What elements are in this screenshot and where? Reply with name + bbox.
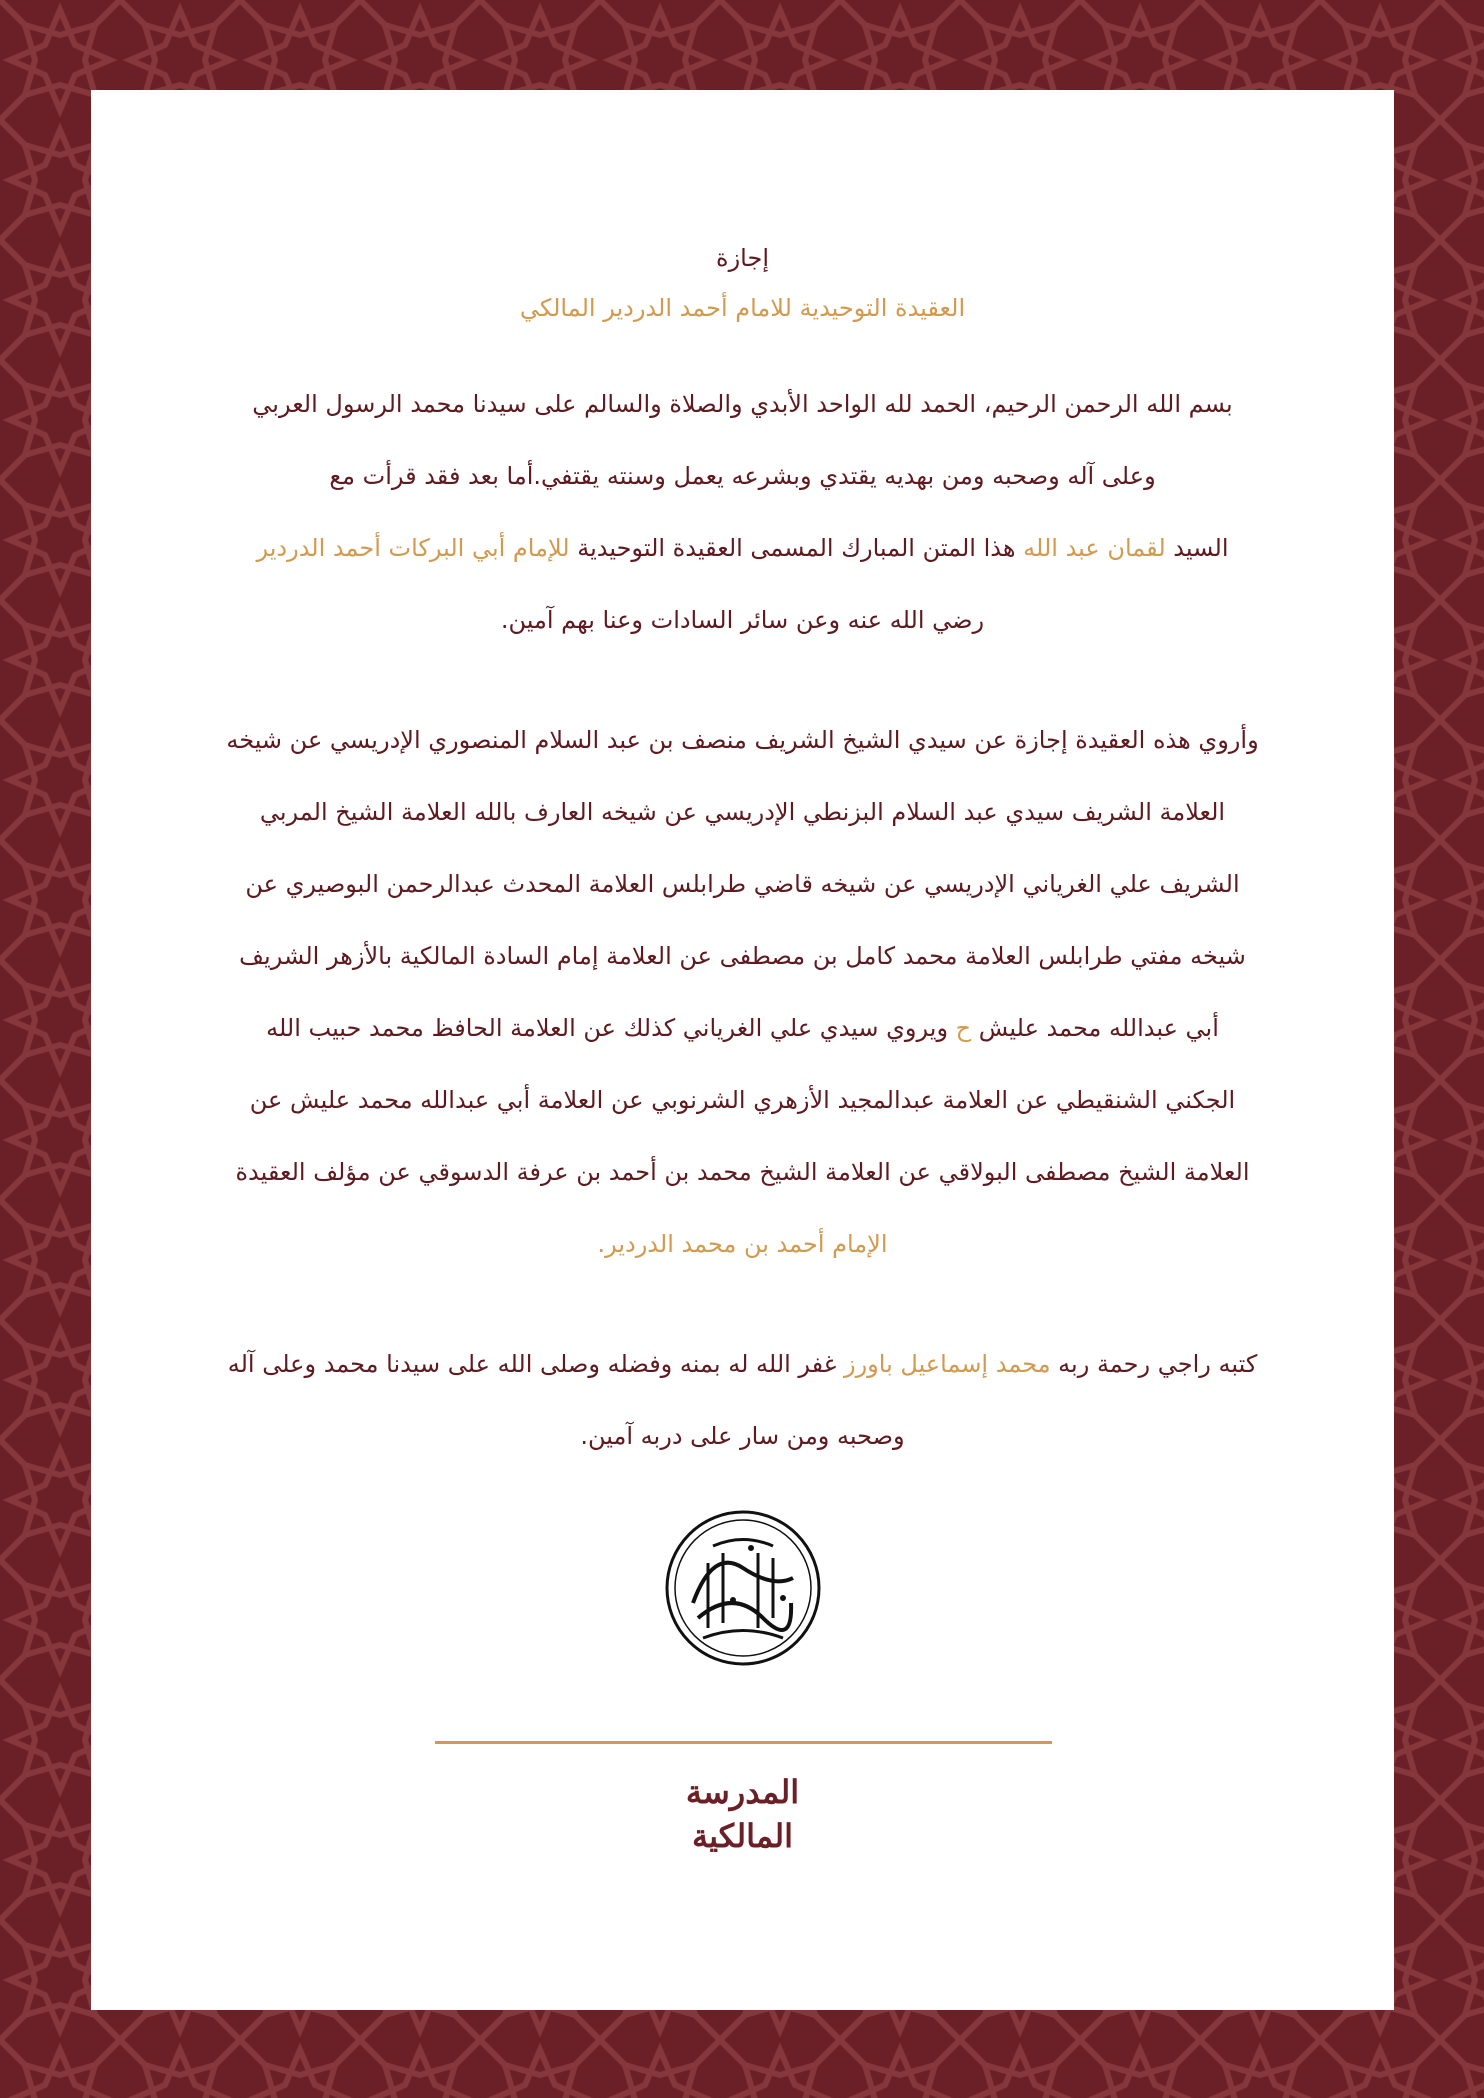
chain-of-transmission-paragraph xyxy=(151,704,1334,1280)
certificate-subtitle: العقيدة التوحيدية للامام أحمد الدردير المالكي xyxy=(519,294,966,322)
text-line xyxy=(151,512,1334,584)
text-segment: العلامة الشيخ مصطفى البولاقي عن العلامة الشيخ محمد بن أحمد بن عرفة الدسوقي عن مؤلف العقيدة xyxy=(235,1158,1250,1186)
text-line xyxy=(151,704,1334,776)
logo-line-1: المدرسة xyxy=(685,1773,800,1811)
text-line xyxy=(151,1400,1334,1472)
text-line xyxy=(151,1208,1334,1280)
text-line xyxy=(151,1136,1334,1208)
text-line xyxy=(151,368,1334,440)
text-segment: كتبه راجي رحمة ربه xyxy=(1050,1350,1258,1378)
certificate-title: إجازة xyxy=(716,244,769,272)
text-segment: السيد xyxy=(1165,534,1229,562)
text-line xyxy=(151,584,1334,656)
text-segment: الجكني الشنقيطي عن العلامة عبدالمجيد الأزهري الشرنوبي عن العلامة أبي عبدالله محمد عليش عن xyxy=(249,1086,1236,1114)
text-segment: وأروي هذه العقيدة إجازة عن سيدي الشيخ الشريف منصف بن عبد السلام المنصوري الإدريسي عن شيخه xyxy=(226,726,1259,754)
text-line xyxy=(151,776,1334,848)
paragraph-spacer xyxy=(151,1280,1334,1328)
text-segment: رضي الله عنه وعن سائر السادات وعنا بهم آمين. xyxy=(500,606,985,634)
highlighted-name: لقمان عبد الله xyxy=(1023,534,1166,562)
text-segment: هذا المتن المبارك المسمى العقيدة التوحيدية xyxy=(569,534,1024,562)
gold-divider xyxy=(435,1741,1052,1744)
school-logo xyxy=(91,1770,1394,1858)
text-segment: العلامة الشريف سيدي عبد السلام البزنطي الإدريسي عن شيخه العارف بالله العلامة الشيخ المربي xyxy=(259,798,1226,826)
opening-paragraph xyxy=(151,368,1334,656)
text-line xyxy=(151,440,1334,512)
text-line xyxy=(151,1064,1334,1136)
text-segment: بسم الله الرحمن الرحيم، الحمد لله الواحد الأبدي والصلاة والسالم على سيدنا محمد الرسول العربي xyxy=(252,390,1233,418)
text-line xyxy=(151,848,1334,920)
highlighted-name: الإمام أحمد بن محمد الدردير. xyxy=(597,1230,888,1258)
text-segment: وعلى آله وصحبه ومن بهديه يقتدي وبشرعه يعمل وسنته يقتفي.أما بعد فقد قرأت مع xyxy=(329,462,1156,490)
certificate-page xyxy=(91,90,1394,2010)
text-segment: أبي عبدالله محمد عليش xyxy=(971,1014,1219,1042)
text-segment: الشريف علي الغرياني الإدريسي عن شيخه قاضي طرابلس العلامة المحدث عبدالرحمن البوصيري عن xyxy=(245,870,1240,898)
highlighted-name: للإمام أبي البركات أحمد الدردير xyxy=(256,534,570,562)
text-segment: غفر الله له بمنه وفضله وصلى الله على سيدنا محمد وعلى آله xyxy=(227,1350,844,1378)
text-line xyxy=(151,1328,1334,1400)
signature-paragraph xyxy=(151,1328,1334,1472)
paragraph-spacer xyxy=(151,656,1334,704)
text-line xyxy=(151,920,1334,992)
text-segment: شيخه مفتي طرابلس العلامة محمد كامل بن مصطفى عن العلامة إمام السادة المالكية بالأزهر الشريف xyxy=(239,942,1246,970)
logo-line-2: المالكية xyxy=(691,1817,794,1855)
certificate-body xyxy=(151,240,1334,1668)
text-segment: ويروي سيدي علي الغرياني كذلك عن العلامة الحافظ محمد حبيب الله xyxy=(266,1014,956,1042)
calligraphic-seal-icon xyxy=(663,1508,823,1668)
highlighted-name: ح xyxy=(955,1014,972,1042)
highlighted-name: محمد إسماعيل باورز xyxy=(844,1350,1051,1378)
seal-container xyxy=(151,1508,1334,1668)
text-segment: وصحبه ومن سار على دربه آمين. xyxy=(580,1422,905,1450)
text-line xyxy=(151,992,1334,1064)
